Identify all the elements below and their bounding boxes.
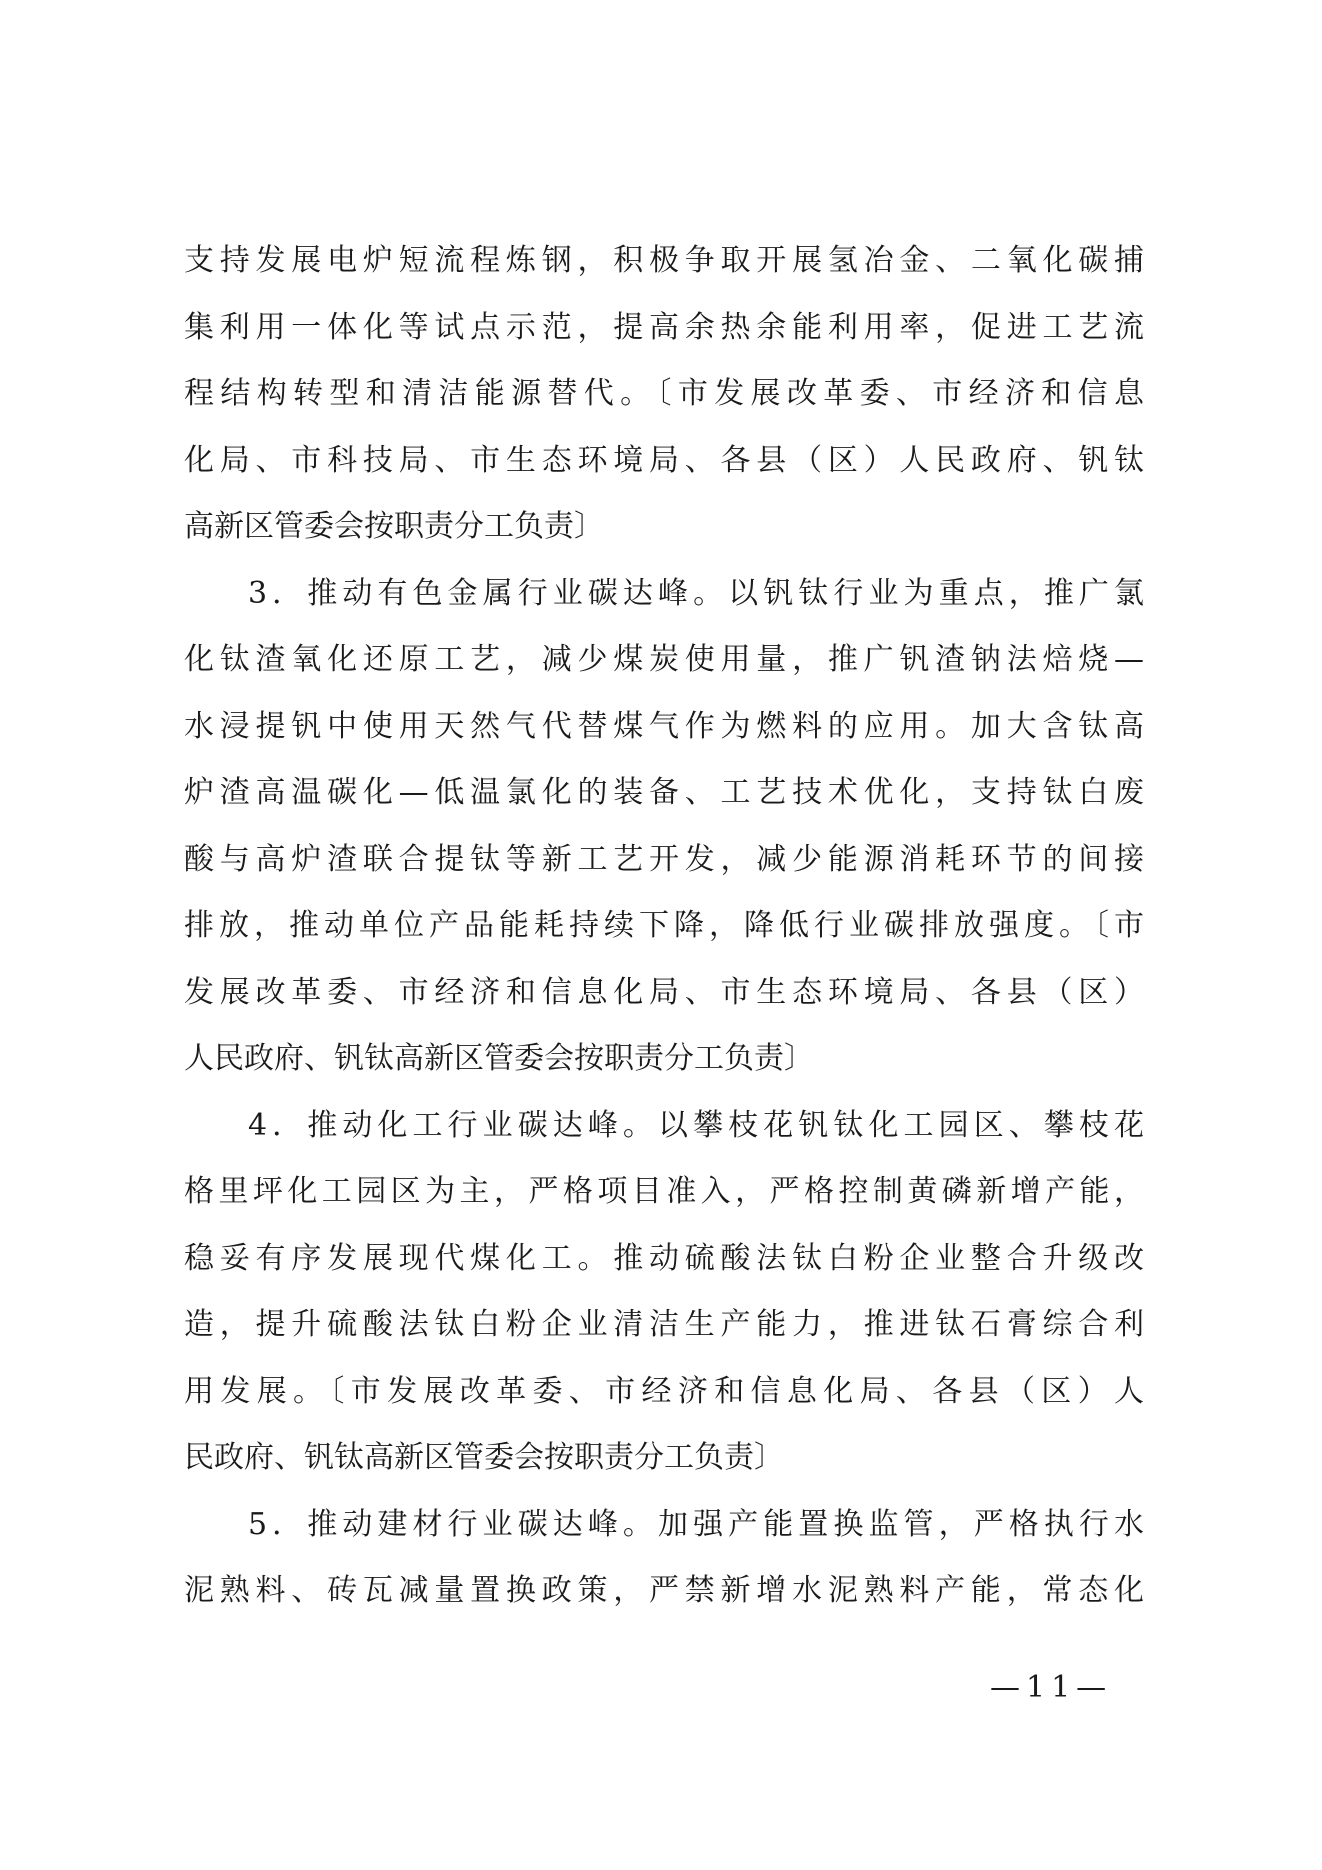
text-line: 稳妥有序发展现代煤化工。推动硫酸法钛白粉企业整合升级改 (184, 1240, 1144, 1276)
text-line: 民政府、钒钛高新区管委会按职责分工负责〕 (184, 1440, 784, 1475)
text-line: 水浸提钒中使用天然气代替煤气作为燃料的应用。加大含钛高 (184, 708, 1144, 744)
item-5-heading-line: 5．推动建材行业碳达峰。加强产能置换监管，严格执行水 (248, 1506, 1144, 1542)
text-line: 人民政府、钒钛高新区管委会按职责分工负责〕 (184, 1041, 814, 1076)
text-line: 酸与高炉渣联合提钛等新工艺开发，减少能源消耗环节的间接 (184, 841, 1144, 877)
item-3-heading-line: 3．推动有色金属行业碳达峰。以钒钛行业为重点，推广氯 (248, 575, 1144, 611)
text-line: 排放，推动单位产品能耗持续下降，降低行业碳排放强度。〔市 (184, 908, 1144, 943)
text-line: 格里坪化工园区为主，严格项目准入，严格控制黄磷新增产能， (184, 1174, 1144, 1209)
text-line: 程结构转型和清洁能源替代。〔市发展改革委、市经济和信息 (184, 376, 1144, 411)
item-4-heading-line: 4．推动化工行业碳达峰。以攀枝花钒钛化工园区、攀枝花 (248, 1107, 1144, 1143)
text-line: 高新区管委会按职责分工负责〕 (184, 509, 604, 544)
text-line: 化局、市科技局、市生态环境局、各县（区）人民政府、钒钛 (184, 442, 1144, 478)
body-text (184, 228, 1144, 1625)
text-line: 集利用一体化等试点示范，提高余热余能利用率，促进工艺流 (184, 309, 1144, 345)
text-line: 用发展。〔市发展改革委、市经济和信息化局、各县（区）人 (184, 1373, 1144, 1409)
text-line: 支持发展电炉短流程炼钢，积极争取开展氢冶金、二氧化碳捕 (184, 243, 1144, 278)
text-line: 炉渣高温碳化—低温氯化的装备、工艺技术优化，支持钛白废 (184, 775, 1144, 810)
text-line: 造，提升硫酸法钛白粉企业清洁生产能力，推进钛石膏综合利 (184, 1307, 1144, 1342)
text-line: 发展改革委、市经济和信息化局、市生态环境局、各县（区） (184, 974, 1144, 1010)
text-line: 泥熟料、砖瓦减量置换政策，严禁新增水泥熟料产能，常态化 (184, 1573, 1144, 1608)
text-line: 化钛渣氧化还原工艺，减少煤炭使用量，推广钒渣钠法焙烧— (184, 642, 1144, 677)
page-number: —11— (990, 1670, 1113, 1705)
